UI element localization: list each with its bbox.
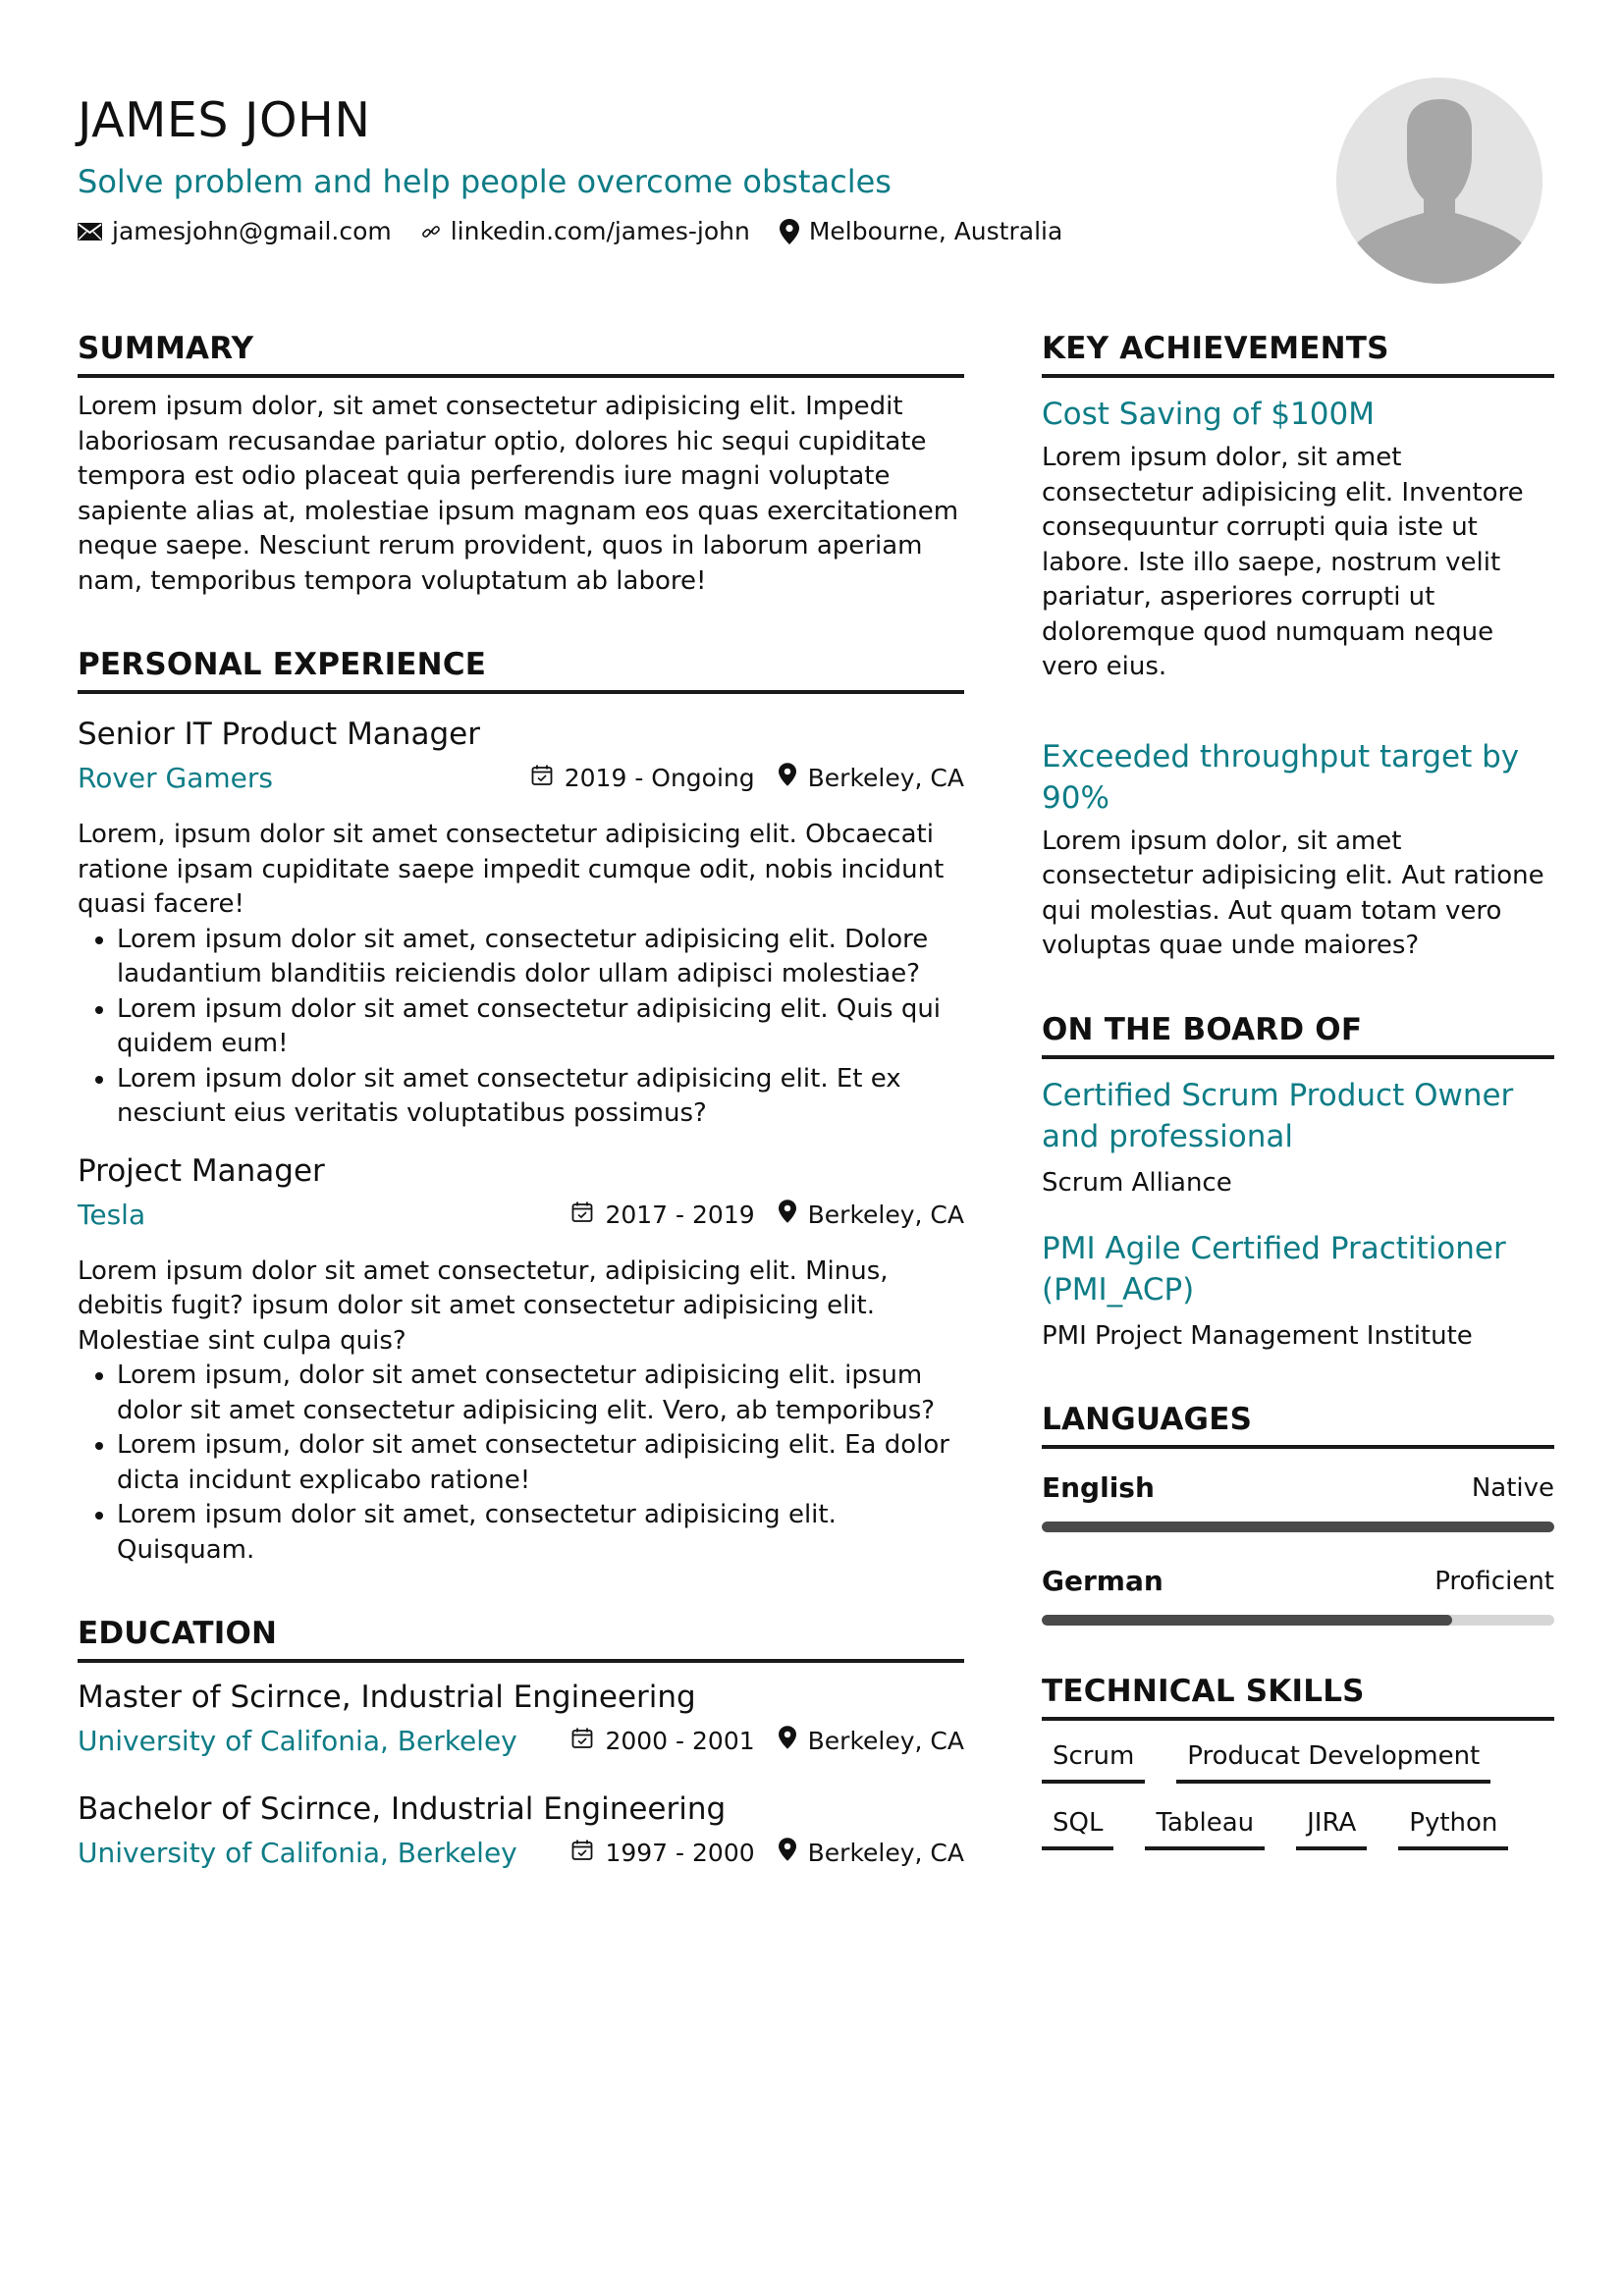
board-item	[1042, 1075, 1554, 1201]
achievement-title: Cost Saving of $100M	[1042, 397, 1375, 432]
job-dates	[571, 1198, 754, 1233]
skills-row	[1042, 1805, 1554, 1850]
linkedin-text: linkedin.com/james-john	[450, 217, 750, 245]
summary-section	[78, 328, 964, 599]
education-location	[779, 1724, 964, 1759]
language-name: English	[1042, 1470, 1155, 1504]
job-bullets	[78, 923, 964, 1132]
board-item	[1042, 1228, 1554, 1354]
achievement-text: Lorem ipsum dolor, sit amet consectetur adipisicing elit. Aut ratione qui molestias. Aut quam totam vero voluptas quae unde maiores?	[1042, 826, 1544, 960]
board-item-org: PMI Project Management Institute	[1042, 1320, 1473, 1351]
education-location-text: Berkeley, CA	[807, 1839, 964, 1867]
skills-section	[1042, 1671, 1554, 1850]
achievement-title: Exceeded throughput target by 90%	[1042, 738, 1520, 816]
job-location-text: Berkeley, CA	[807, 1200, 964, 1229]
summary-text: Lorem ipsum dolor, sit amet consectetur adipisicing elit. Impedit laboriosam recusandae pariatur optio, dolores hic sequi cupiditate tempora est odio placeat quia perferendis iure magni voluptate sapiente alias at, molestiae ipsum magnam eos quas exercitationem neque saepe. Nesciunt rerum provident, quos in laborum aperiam nam, temporibus tempora voluptatum ab labore!	[78, 392, 959, 596]
calendar-icon	[571, 1836, 593, 1871]
board-heading: ON THE BOARD OF	[1042, 1009, 1554, 1059]
profile-avatar	[1336, 78, 1542, 284]
degree-title: Master of Scirnce, Industrial Engineering	[78, 1680, 696, 1715]
language-item	[1042, 1468, 1554, 1532]
job-meta-details	[571, 1198, 964, 1233]
school-name: University of Califonia, Berkeley	[78, 1837, 517, 1869]
job-bullet: • Lorem ipsum dolor sit amet, consectetur adipisicing elit. Quisquam.	[117, 1498, 964, 1568]
language-row	[1042, 1562, 1554, 1601]
skills-row	[1042, 1738, 1554, 1784]
education-location	[779, 1836, 964, 1871]
job-bullet: • Lorem ipsum dolor sit amet consectetur adipisicing elit. Quis qui quidem eum!	[117, 992, 964, 1062]
summary-heading: SUMMARY	[78, 328, 964, 378]
job-dates-text: 2017 - 2019	[605, 1200, 755, 1229]
language-name: German	[1042, 1564, 1163, 1597]
education-section	[78, 1613, 964, 1873]
languages-section	[1042, 1399, 1554, 1626]
language-item	[1042, 1562, 1554, 1626]
languages-heading: LANGUAGES	[1042, 1399, 1554, 1449]
candidate-name: JAMES JOHN	[78, 92, 371, 148]
job-description: Lorem, ipsum dolor sit amet consectetur adipisicing elit. Obcaecati ratione ipsam cupiditate saepe impedit cumque odit, nobis incidunt quasi facere!	[78, 820, 945, 919]
achievement-item	[1042, 394, 1554, 685]
board-item-org: Scrum Alliance	[1042, 1167, 1232, 1198]
job-bullet: • Lorem ipsum, dolor sit amet consectetur adipisicing elit. Ea dolor dicta incidunt explicabo ratione!	[117, 1428, 964, 1498]
location-text: Melbourne, Australia	[808, 217, 1063, 245]
contact-linkedin[interactable]	[421, 214, 750, 249]
job-location	[779, 1198, 964, 1233]
language-proficiency-bar	[1042, 1522, 1554, 1532]
envelope-icon	[78, 223, 102, 240]
person-silhouette-icon	[1336, 78, 1542, 284]
education-location-text: Berkeley, CA	[807, 1727, 964, 1755]
education-meta	[78, 1834, 964, 1873]
skill-tag: Producat Development	[1176, 1738, 1490, 1784]
map-pin-icon	[780, 219, 799, 244]
skill-tag: Scrum	[1042, 1738, 1145, 1784]
skill-tag: Python	[1398, 1805, 1508, 1850]
education-entry	[78, 1789, 964, 1873]
job-bullet: • Lorem ipsum, dolor sit amet consectetur adipisicing elit. ipsum dolor sit amet consectetur adipisicing elit. Vero, ab temporibus?	[117, 1359, 964, 1428]
job-meta-details	[531, 761, 964, 796]
education-heading: EDUCATION	[78, 1613, 964, 1663]
contact-email[interactable]	[78, 214, 392, 249]
job-title: Project Manager	[78, 1152, 325, 1189]
skills-heading: TECHNICAL SKILLS	[1042, 1671, 1554, 1721]
link-icon	[421, 222, 441, 241]
education-dates-text: 1997 - 2000	[605, 1839, 755, 1867]
achievement-item	[1042, 736, 1554, 964]
education-dates-text: 2000 - 2001	[605, 1727, 755, 1755]
skills-list	[1042, 1738, 1554, 1850]
job-dates	[531, 761, 755, 796]
company-name: Tesla	[78, 1198, 146, 1231]
achievement-text: Lorem ipsum dolor, sit amet consectetur adipisicing elit. Inventore consequuntur corrupti quia iste ut labore. Iste illo saepe, nostrum velit pariatur, asperiores corrupti ut doloremque quod numquam neque vero eius.	[1042, 443, 1524, 681]
job-meta	[78, 1196, 964, 1235]
job-bullet: • Lorem ipsum dolor sit amet, consectetur adipisicing elit. Dolore laudantium blanditiis reiciendis dolor ullam adipisci molestiae?	[117, 923, 964, 992]
candidate-tagline: Solve problem and help people overcome obstacles	[78, 163, 892, 200]
education-meta-details	[571, 1836, 964, 1871]
calendar-icon	[571, 1198, 593, 1233]
map-pin-icon	[779, 1724, 796, 1759]
email-text: jamesjohn@gmail.com	[112, 217, 392, 245]
left-column	[78, 328, 964, 1873]
language-level: Native	[1471, 1472, 1554, 1503]
right-column	[1042, 328, 1554, 1850]
map-pin-icon	[779, 1836, 796, 1871]
education-meta	[78, 1722, 964, 1761]
education-meta-details	[571, 1724, 964, 1759]
education-entry	[78, 1677, 964, 1761]
job-entry	[78, 714, 964, 1132]
contact-info	[78, 214, 1062, 249]
job-title: Senior IT Product Manager	[78, 717, 480, 752]
board-section	[1042, 1009, 1554, 1354]
job-dates-text: 2019 - Ongoing	[564, 764, 755, 792]
map-pin-icon	[779, 761, 796, 796]
language-proficiency-fill	[1042, 1615, 1452, 1626]
job-entry	[78, 1150, 964, 1569]
skill-tag: SQL	[1042, 1805, 1113, 1850]
experience-section	[78, 644, 964, 1568]
language-row	[1042, 1468, 1554, 1508]
map-pin-icon	[779, 1198, 796, 1233]
board-item-title: Certified Scrum Product Owner and professional	[1042, 1077, 1514, 1154]
calendar-icon	[531, 761, 553, 796]
board-item-title: PMI Agile Certified Practitioner (PMI_ACP)	[1042, 1230, 1506, 1308]
skill-tag: Tableau	[1145, 1805, 1265, 1850]
job-bullets	[78, 1359, 964, 1568]
education-dates	[571, 1724, 754, 1759]
achievements-section	[1042, 328, 1554, 964]
skill-tag: JIRA	[1296, 1805, 1367, 1850]
company-name: Rover Gamers	[78, 762, 273, 794]
job-location-text: Berkeley, CA	[807, 764, 964, 792]
experience-heading: PERSONAL EXPERIENCE	[78, 644, 964, 694]
calendar-icon	[571, 1724, 593, 1759]
achievements-heading: KEY ACHIEVEMENTS	[1042, 328, 1554, 378]
job-bullet: • Lorem ipsum dolor sit amet consectetur adipisicing elit. Et ex nesciunt eius veritatis voluptatibus possimus?	[117, 1062, 964, 1132]
language-level: Proficient	[1434, 1566, 1554, 1596]
degree-title: Bachelor of Scirnce, Industrial Engineering	[78, 1791, 727, 1827]
language-proficiency-fill	[1042, 1522, 1554, 1532]
school-name: University of Califonia, Berkeley	[78, 1725, 517, 1757]
job-location	[779, 761, 964, 796]
job-meta	[78, 759, 964, 798]
language-proficiency-bar	[1042, 1615, 1554, 1626]
education-dates	[571, 1836, 754, 1871]
contact-location	[780, 214, 1062, 249]
job-description: Lorem ipsum dolor sit amet consectetur, adipisicing elit. Minus, debitis fugit? ipsum dolor sit amet consectetur adipisicing elit. Molestiae sint culpa quis?	[78, 1255, 889, 1356]
